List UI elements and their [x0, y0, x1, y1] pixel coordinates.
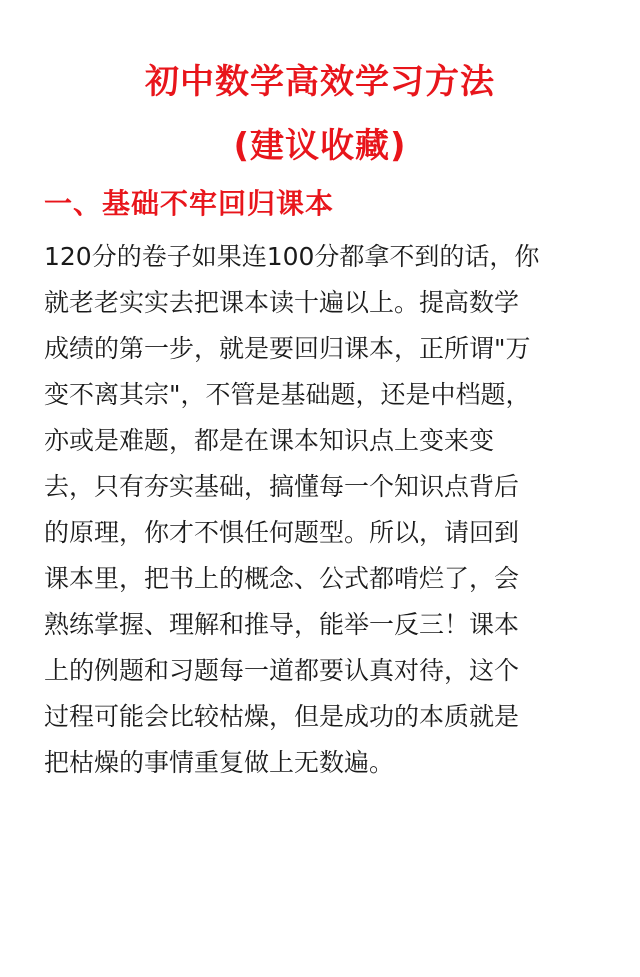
body-line: 熟练掌握、理解和推导，能举一反三！课本 — [44, 610, 520, 639]
body-line: 成绩的第一步，就是要回归课本，正所谓"万 — [44, 334, 531, 363]
body-line: 的原理，你才不惧任何题型。所以，请回到 — [44, 518, 520, 547]
body-line: 120分的卷子如果连100分都拿不到的话，你 — [44, 242, 540, 271]
body-line: 亦或是难题，都是在课本知识点上变来变 — [44, 426, 495, 455]
body-line: 变不离其宗"，不管是基础题，还是中档题， — [44, 380, 531, 409]
page-title: 初中数学高效学习方法 — [145, 62, 495, 102]
body-line: 过程可能会比较枯燥，但是成功的本质就是 — [44, 702, 520, 731]
body-line: 课本里，把书上的概念、公式都啃烂了，会 — [44, 564, 520, 593]
body-line: 把枯燥的事情重复做上无数遍。 — [44, 748, 395, 777]
body-line: 上的例题和习题每一道都要认真对待，这个 — [44, 656, 520, 685]
section-heading: 一、基础不牢回归课本 — [44, 187, 335, 220]
body-line: 去，只有夯实基础，搞懂每一个知识点背后 — [44, 472, 520, 501]
body-line: 就老老实实去把课本读十遍以上。提高数学 — [44, 288, 520, 317]
page-subtitle: (建议收藏) — [233, 126, 407, 166]
